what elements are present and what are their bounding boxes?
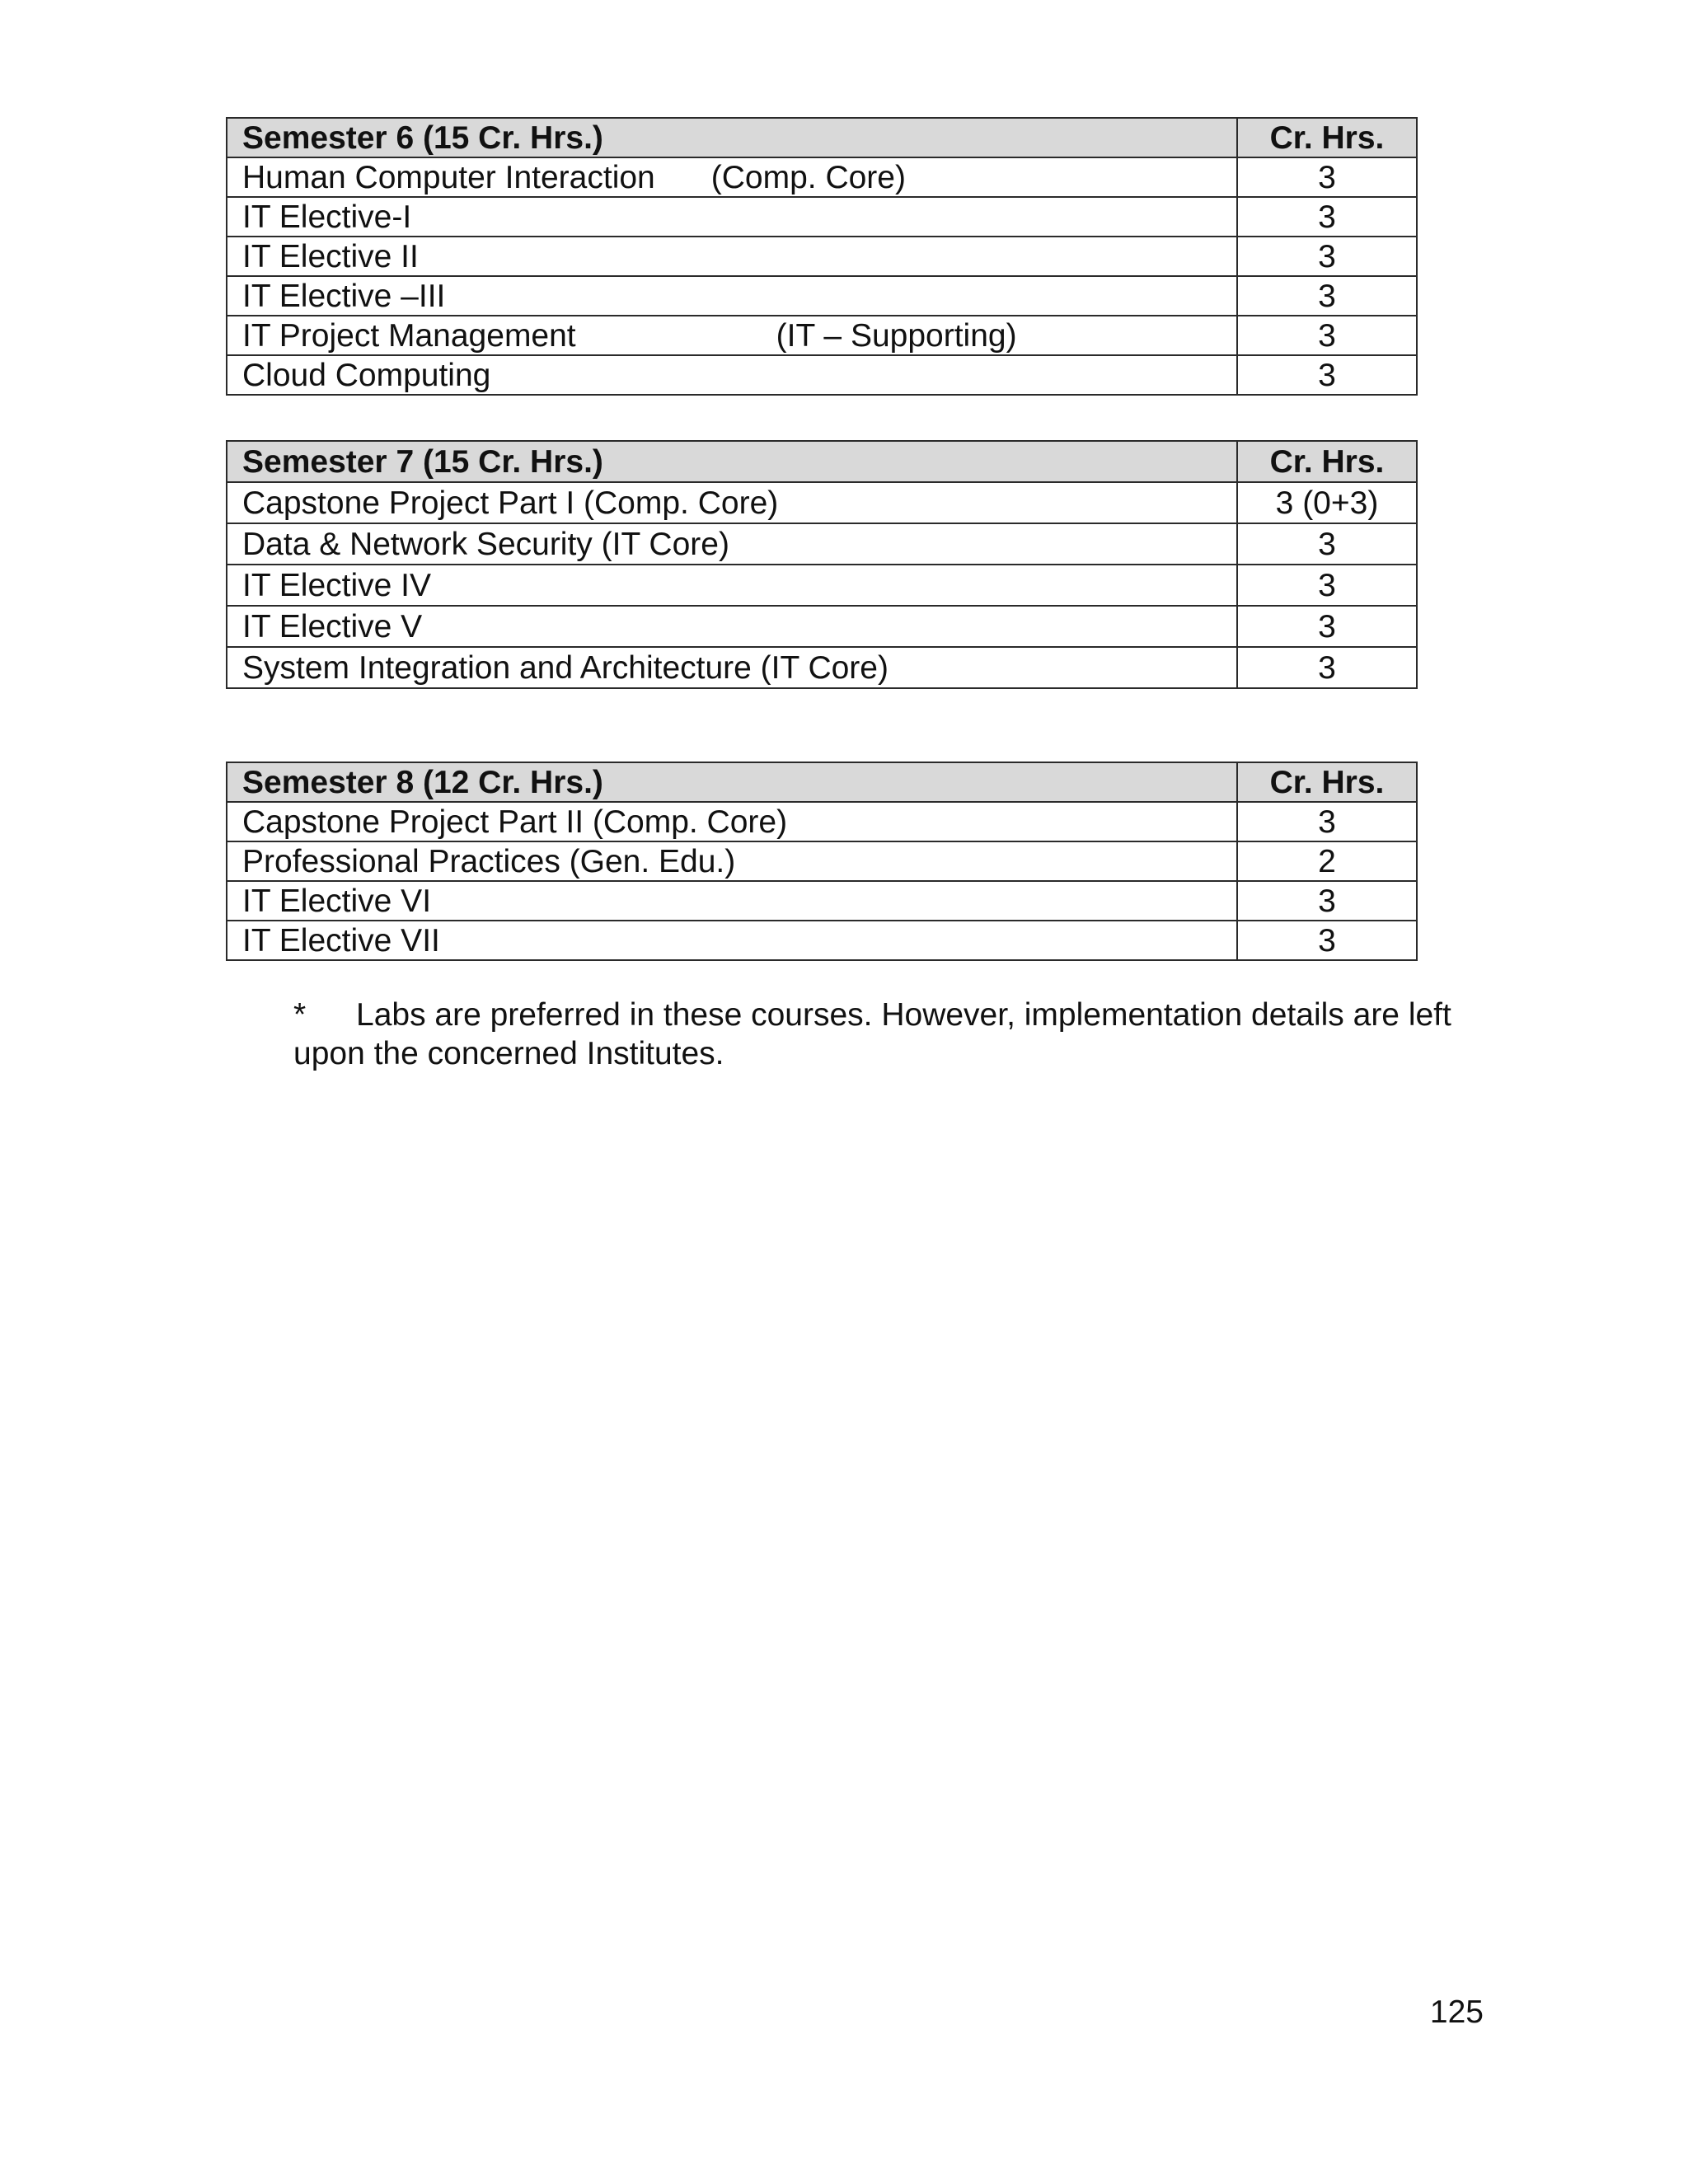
table-row [227, 606, 1417, 647]
table-row [227, 355, 1417, 395]
table-header-row [227, 441, 1417, 482]
table-header-row [227, 118, 1417, 157]
credit-hours-cell: 3 [1237, 157, 1417, 197]
course-name: Human Computer Interaction [242, 159, 655, 195]
course-cell: IT Elective IV [227, 565, 1237, 606]
footnote-marker: * [293, 997, 307, 1033]
credit-hours-cell: 3 [1237, 802, 1417, 841]
page-number: 125 [1429, 1994, 1484, 2030]
course-cell: IT Elective-I [227, 197, 1237, 237]
credit-hours-heading: Cr. Hrs. [1237, 118, 1417, 157]
credit-hours-cell: 3 [1237, 606, 1417, 647]
table-header-row [227, 762, 1417, 802]
semester-heading: Semester 8 (12 Cr. Hrs.) [227, 762, 1237, 802]
credit-hours-cell: 3 [1237, 316, 1417, 355]
course-cell: IT Elective –III [227, 276, 1237, 316]
table-row [227, 482, 1417, 523]
table-row [227, 802, 1417, 841]
credit-hours-cell: 3 [1237, 881, 1417, 921]
table-row [227, 197, 1417, 237]
table-row [227, 237, 1417, 276]
credit-hours-cell: 3 [1237, 565, 1417, 606]
course-cell [227, 157, 1237, 197]
course-cell: Data & Network Security (IT Core) [227, 523, 1237, 565]
course-cell: Capstone Project Part I (Comp. Core) [227, 482, 1237, 523]
footnote [293, 996, 1489, 1073]
course-category: (IT – Supporting) [776, 317, 1017, 354]
semester-8-table [226, 762, 1418, 961]
table-row [227, 523, 1417, 565]
table-row [227, 881, 1417, 921]
credit-hours-cell: 3 (0+3) [1237, 482, 1417, 523]
course-cell: Cloud Computing [227, 355, 1237, 395]
credit-hours-cell: 3 [1237, 276, 1417, 316]
semester-6-table [226, 117, 1418, 396]
course-name: IT Project Management [242, 317, 576, 354]
credit-hours-cell: 3 [1237, 921, 1417, 960]
course-category: (Comp. Core) [710, 159, 906, 195]
credit-hours-heading: Cr. Hrs. [1237, 762, 1417, 802]
table-row [227, 841, 1417, 881]
course-cell [227, 316, 1237, 355]
course-cell: IT Elective VI [227, 881, 1237, 921]
course-cell: IT Elective V [227, 606, 1237, 647]
credit-hours-cell: 2 [1237, 841, 1417, 881]
table-row [227, 565, 1417, 606]
credit-hours-cell: 3 [1237, 197, 1417, 237]
credit-hours-heading: Cr. Hrs. [1237, 441, 1417, 482]
footnote-text: Labs are preferred in these courses. However, implementation details are left upon the concerned Institutes. [293, 997, 1451, 1071]
table-row [227, 316, 1417, 355]
credit-hours-cell: 3 [1237, 523, 1417, 565]
table-row [227, 647, 1417, 688]
table-row [227, 921, 1417, 960]
credit-hours-cell: 3 [1237, 355, 1417, 395]
semester-heading: Semester 6 (15 Cr. Hrs.) [227, 118, 1237, 157]
course-cell: Professional Practices (Gen. Edu.) [227, 841, 1237, 881]
course-cell: Capstone Project Part II (Comp. Core) [227, 802, 1237, 841]
course-cell: IT Elective II [227, 237, 1237, 276]
course-cell: System Integration and Architecture (IT Core) [227, 647, 1237, 688]
table-row [227, 276, 1417, 316]
table-row [227, 157, 1417, 197]
credit-hours-cell: 3 [1237, 647, 1417, 688]
course-cell: IT Elective VII [227, 921, 1237, 960]
semester-heading: Semester 7 (15 Cr. Hrs.) [227, 441, 1237, 482]
credit-hours-cell: 3 [1237, 237, 1417, 276]
semester-7-table [226, 440, 1418, 689]
